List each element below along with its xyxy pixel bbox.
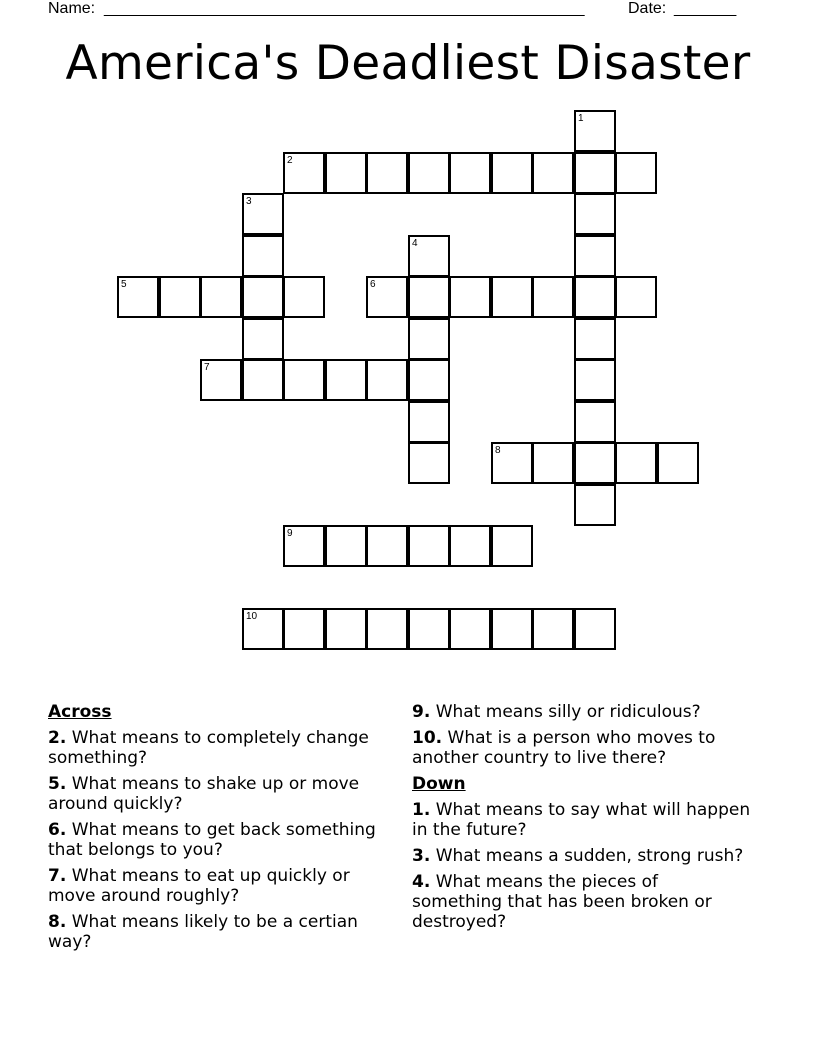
grid-cell[interactable] [242, 608, 284, 650]
clue-down-3 [412, 846, 752, 866]
grid-cell[interactable] [283, 152, 325, 194]
grid-cell[interactable] [283, 608, 325, 650]
grid-cell[interactable] [200, 359, 242, 401]
grid-cell[interactable] [408, 401, 450, 443]
grid-cell[interactable] [242, 276, 284, 318]
clue-number: 5. [48, 774, 67, 794]
clue-down-4 [412, 872, 752, 932]
page-title: America's Deadliest Disaster [65, 36, 751, 91]
grid-cell[interactable] [449, 525, 491, 567]
grid-cell[interactable] [532, 442, 574, 484]
grid-cell[interactable] [242, 359, 284, 401]
name-label: Name: [48, 0, 96, 17]
grid-cell[interactable] [491, 276, 533, 318]
clue-text: What means to eat up quickly or move around roughly? [48, 866, 350, 906]
grid-cell[interactable] [449, 276, 491, 318]
grid-cell[interactable] [615, 276, 657, 318]
grid-cell[interactable] [491, 152, 533, 194]
date-field[interactable]: _______ [674, 0, 737, 17]
cell-number: 2 [287, 155, 293, 166]
grid-cell[interactable] [408, 152, 450, 194]
cell-number: 7 [204, 362, 210, 373]
clues-left-column [48, 702, 388, 958]
grid-cell[interactable] [615, 152, 657, 194]
cell-number: 8 [495, 445, 501, 456]
grid-cell[interactable] [408, 276, 450, 318]
cell-number: 10 [246, 611, 258, 622]
grid-cell[interactable] [574, 235, 616, 277]
clue-text: What means the pieces of something that has been broken or destroyed? [412, 872, 712, 932]
grid-cell[interactable] [574, 359, 616, 401]
grid-cell[interactable] [117, 276, 159, 318]
grid-cell[interactable] [574, 484, 616, 526]
grid-cell[interactable] [449, 152, 491, 194]
clue-number: 2. [48, 728, 67, 748]
grid-cell[interactable] [532, 276, 574, 318]
cell-number: 5 [121, 279, 127, 290]
name-field[interactable]: ______________________________________________________ [104, 0, 585, 17]
grid-cell[interactable] [366, 276, 408, 318]
clue-across-5 [48, 774, 388, 814]
clue-number: 10. [412, 728, 443, 748]
clue-across-10 [412, 728, 752, 768]
grid-cell[interactable] [159, 276, 201, 318]
grid-cell[interactable] [657, 442, 699, 484]
grid-cell[interactable] [574, 318, 616, 360]
grid-cell[interactable] [449, 608, 491, 650]
grid-cell[interactable] [491, 608, 533, 650]
clue-text: What means to shake up or move around quickly? [48, 774, 360, 814]
date-label: Date: [628, 0, 667, 17]
grid-cell[interactable] [408, 442, 450, 484]
grid-cell[interactable] [325, 608, 367, 650]
grid-cell[interactable] [408, 318, 450, 360]
clue-across-9 [412, 702, 752, 722]
grid-cell[interactable] [574, 193, 616, 235]
grid-cell[interactable] [574, 110, 616, 152]
clue-across-7 [48, 866, 388, 906]
down-heading: Down [412, 774, 466, 794]
grid-cell[interactable] [366, 608, 408, 650]
grid-cell[interactable] [532, 152, 574, 194]
clue-text: What means silly or ridiculous? [435, 702, 701, 722]
clue-text: What means likely to be a certian way? [48, 912, 358, 952]
grid-cell[interactable] [491, 525, 533, 567]
grid-cell[interactable] [366, 525, 408, 567]
grid-cell[interactable] [574, 401, 616, 443]
clues-right-column [412, 702, 752, 938]
cell-number: 9 [287, 528, 293, 539]
grid-cell[interactable] [242, 193, 284, 235]
clue-text: What means to get back something that belongs to you? [48, 820, 376, 860]
grid-cell[interactable] [408, 235, 450, 277]
clue-number: 7. [48, 866, 67, 886]
grid-cell[interactable] [574, 152, 616, 194]
grid-cell[interactable] [491, 442, 533, 484]
grid-cell[interactable] [283, 359, 325, 401]
clue-down-1 [412, 800, 752, 840]
grid-cell[interactable] [325, 152, 367, 194]
grid-cell[interactable] [615, 442, 657, 484]
grid-cell[interactable] [200, 276, 242, 318]
grid-cell[interactable] [242, 318, 284, 360]
clue-text: What means a sudden, strong rush? [435, 846, 744, 866]
cell-number: 3 [246, 196, 252, 207]
clue-number: 6. [48, 820, 67, 840]
across-heading: Across [48, 702, 112, 722]
grid-cell[interactable] [408, 608, 450, 650]
clue-text: What is a person who moves to another country to live there? [412, 728, 716, 768]
grid-cell[interactable] [283, 525, 325, 567]
grid-cell[interactable] [408, 525, 450, 567]
clue-number: 9. [412, 702, 431, 722]
clue-across-8 [48, 912, 388, 952]
clue-text: What means to say what will happen in the future? [412, 800, 751, 840]
cell-number: 4 [412, 238, 418, 249]
grid-cell[interactable] [574, 276, 616, 318]
clue-number: 3. [412, 846, 431, 866]
grid-cell[interactable] [574, 442, 616, 484]
grid-cell[interactable] [408, 359, 450, 401]
cell-number: 1 [578, 113, 584, 124]
grid-cell[interactable] [283, 276, 325, 318]
clue-text: What means to completely change something? [48, 728, 369, 768]
clue-across-6 [48, 820, 388, 860]
clue-number: 4. [412, 872, 431, 892]
grid-cell[interactable] [366, 152, 408, 194]
grid-cell[interactable] [574, 608, 616, 650]
grid-cell[interactable] [366, 359, 408, 401]
grid-cell[interactable] [532, 608, 574, 650]
cell-number: 6 [370, 279, 376, 290]
clue-across-2 [48, 728, 388, 768]
clue-number: 8. [48, 912, 67, 932]
clue-number: 1. [412, 800, 431, 820]
grid-cell[interactable] [242, 235, 284, 277]
grid-cell[interactable] [325, 525, 367, 567]
grid-cell[interactable] [325, 359, 367, 401]
